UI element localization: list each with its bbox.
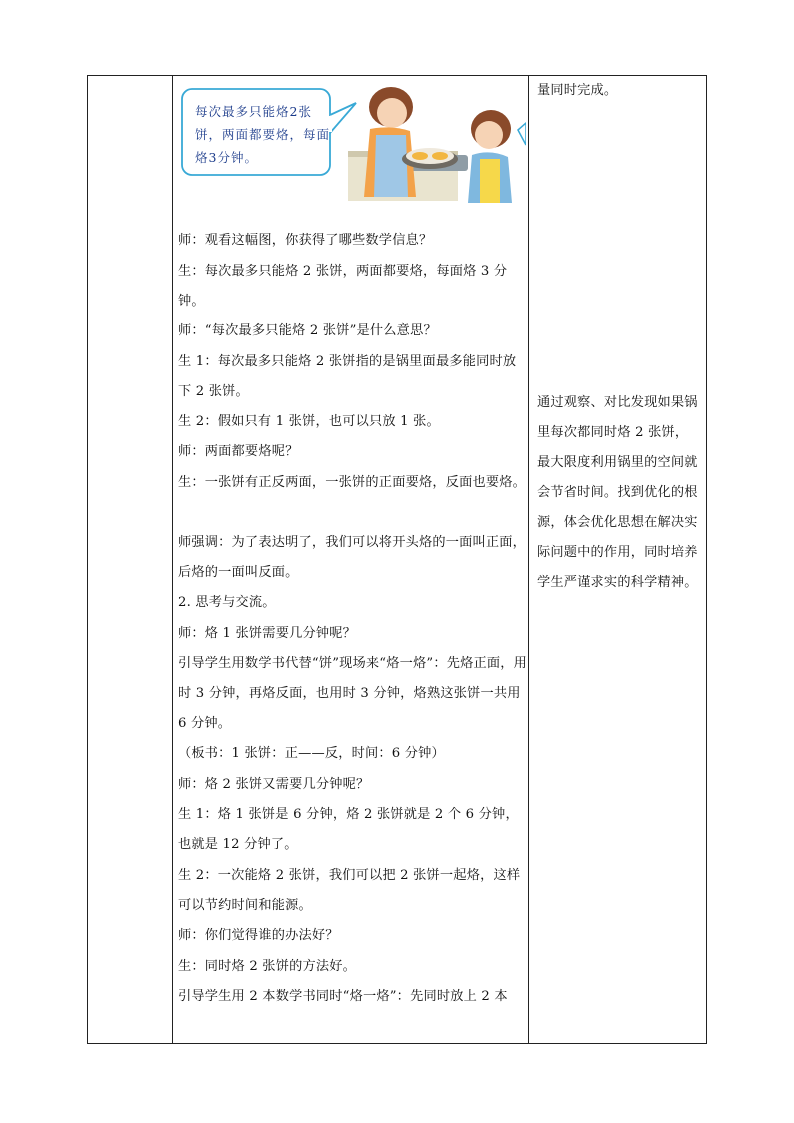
paragraph-6: 师：两面都要烙呢？ bbox=[178, 444, 299, 459]
paragraph-8: 师强调：为了表达明了，我们可以将开头烙的一面叫正面，后烙的一面叫反面。 bbox=[178, 535, 527, 580]
paragraph-13: 生 2：一次能烙 2 张饼，我们可以把 2 张饼一起烙，这样可以节约时间和能源。 bbox=[178, 868, 521, 913]
speech-bubble-text: 每次最多只能烙2张饼，两面都要烙，每面烙3分钟。 bbox=[195, 104, 331, 165]
paragraph-9: 师：烙 1 张饼需要几分钟呢？ bbox=[178, 626, 357, 641]
board-note: （板书：1 张饼：正——反，时间：6 分钟） bbox=[178, 746, 445, 761]
paragraph-11: 师：烙 2 张饼又需要几分钟呢？ bbox=[178, 777, 370, 792]
design-intent-column bbox=[529, 76, 707, 1043]
paragraph-1: 师：观看这幅图，你获得了哪些数学信息？ bbox=[178, 233, 433, 248]
design-intent-note: 通过观察、对比发现如果锅里每次都同时烙 2 张饼，最大限度利用锅里的空间就会节省时间。找到优化的根源，体会优化思想在解决实际问题中的作用，同时培养学生严谨求实的科学精神。 bbox=[537, 395, 698, 590]
paragraph-12: 生 1：烙 1 张饼是 6 分钟，烙 2 张饼就是 2 个 6 分钟，也就是 12 分钟了。 bbox=[178, 807, 519, 852]
pancake-2 bbox=[432, 152, 448, 160]
section-heading: 2. 思考与交流。 bbox=[178, 595, 276, 610]
pancake-1 bbox=[412, 152, 428, 160]
paragraph-16: 引导学生用 2 本数学书同时“烙一烙”：先同时放上 2 本 bbox=[178, 989, 508, 1004]
paragraph-7: 生：一张饼有正反两面，一张饼的正面要烙，反面也要烙。 bbox=[178, 475, 527, 490]
paragraph-3: 师：“每次最多只能烙 2 张饼”是什么意思？ bbox=[178, 323, 437, 338]
main-content-column bbox=[172, 76, 528, 1043]
lesson-table bbox=[87, 75, 707, 1044]
paragraph-15: 生：同时烙 2 张饼的方法好。 bbox=[178, 959, 357, 974]
paragraph-10: 引导学生用数学书代替“饼”现场来“烙一烙”：先烙正面，用时 3 分钟，再烙反面，也用时 3 分钟，烙熟这张饼一共用 6 分钟。 bbox=[178, 656, 528, 731]
paragraph-5: 生 2：假如只有 1 张饼，也可以只放 1 张。 bbox=[178, 414, 440, 429]
paragraph-2: 生：每次最多只能烙 2 张饼，两面都要烙，每面烙 3 分钟。 bbox=[178, 264, 508, 309]
paragraph-4: 生 1：每次最多只能烙 2 张饼指的是锅里面最多能同时放下 2 张饼。 bbox=[178, 354, 517, 399]
paragraph-14: 师：你们觉得谁的办法好？ bbox=[178, 928, 339, 943]
right-top-text: 量同时完成。 bbox=[537, 83, 618, 98]
pancake-illustration bbox=[178, 85, 526, 203]
